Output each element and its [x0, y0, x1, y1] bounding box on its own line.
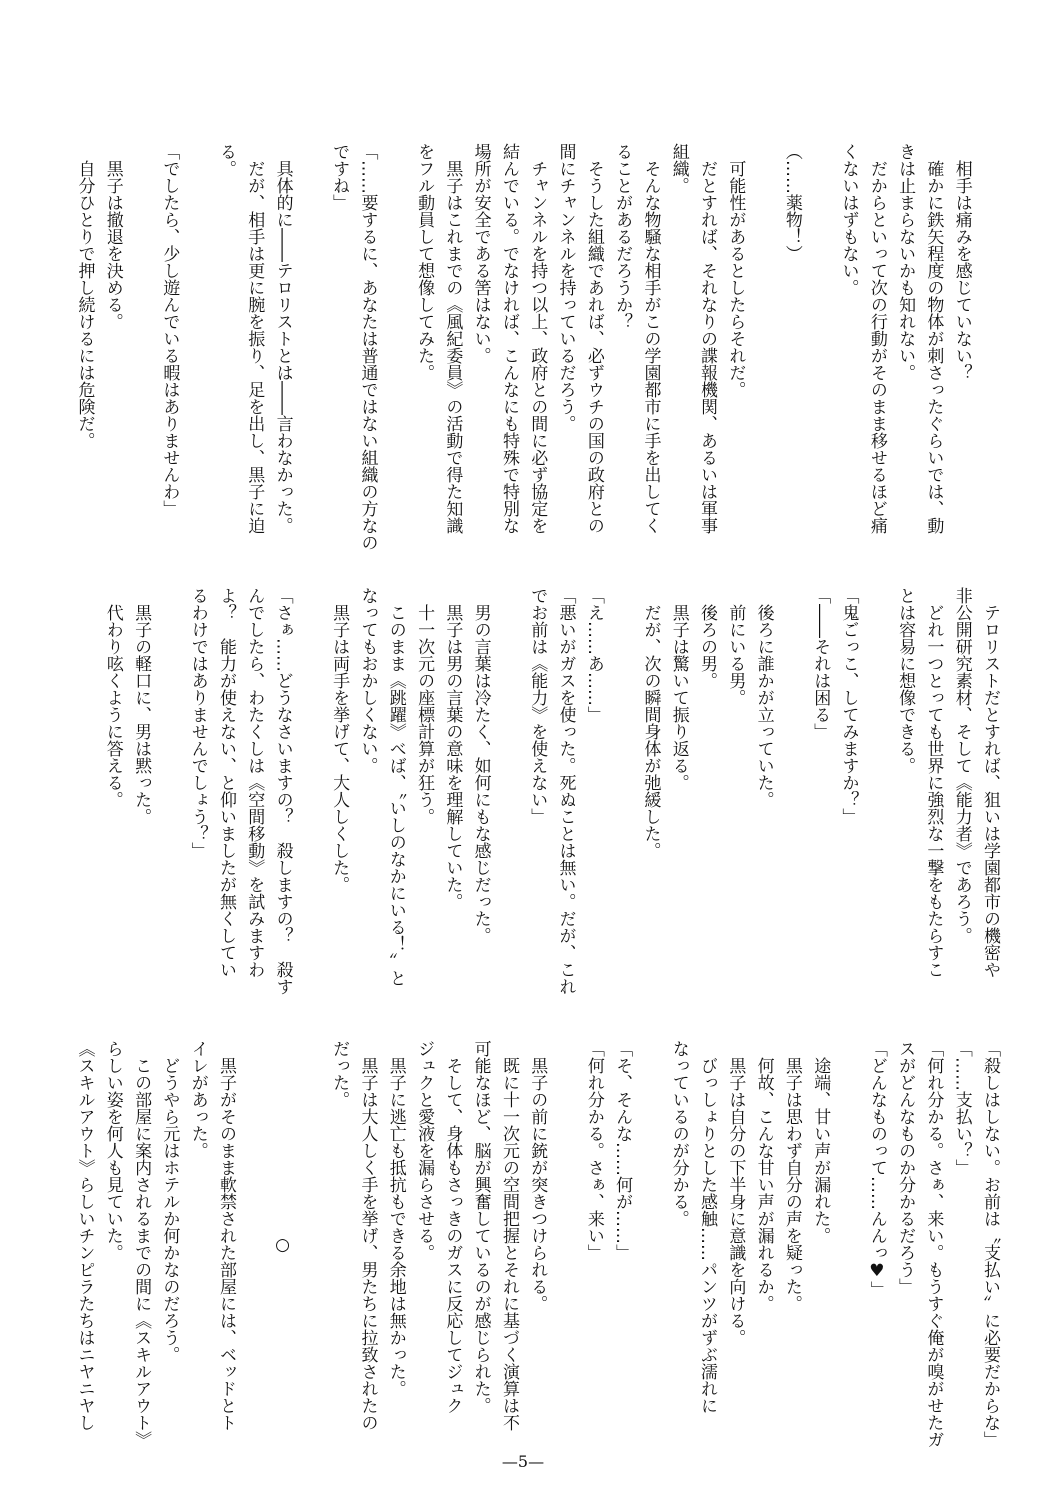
text-column: でお前は《能力》を使えない」	[527, 587, 548, 825]
text-tier-middle	[99, 587, 1005, 997]
text-column: 可能なほど、脳が興奮しているのが感じられた。	[470, 1040, 491, 1414]
text-column: る。	[215, 143, 236, 177]
text-column: 黒子は驚いて振り返る。	[668, 587, 689, 791]
text-column: るわけではありませんでしょう？」	[187, 587, 208, 859]
text-column	[297, 1040, 325, 1450]
text-column: イレがあった。	[187, 1040, 208, 1159]
text-column: 「何れ分かる。さぁ、来い」	[583, 1040, 604, 1261]
text-column: だからといって次の行動がそのまま移せるほど痛	[866, 143, 887, 534]
text-column: 非公開研究素材、そして《能力者》であろう。	[951, 587, 972, 944]
text-column: 「何れ分かる。さぁ、来い。もうすぐ俺が嗅がせたガ	[923, 1040, 944, 1448]
text-tier-bottom	[70, 1040, 1004, 1450]
text-column: らしい姿を何人も見ていた。	[102, 1040, 123, 1261]
text-column: （……薬物！）	[781, 143, 802, 262]
text-column: そうした組織であれば、必ずウチの国の政府との	[583, 143, 604, 534]
text-column: 間にチャンネルを持っているだろう。	[555, 143, 576, 432]
text-column: 黒子は撤退を決める。	[102, 143, 123, 330]
page-number: —5—	[501, 1452, 545, 1471]
text-column: 《スキルアウト》らしいチンピラたちはニヤニヤし	[74, 1040, 95, 1431]
text-column: 黒子に逃亡も抵抗もできる余地は無かった。	[385, 1040, 406, 1397]
text-column: だが、相手は更に腕を振り、足を出し、黒子に迫	[244, 143, 265, 534]
scene-break-mark: ○	[272, 1235, 293, 1255]
text-column: とは容易に想像できる。	[895, 587, 916, 774]
text-column	[495, 587, 523, 997]
text-column: きは止まらないかも知れない。	[895, 143, 916, 381]
text-column: 「どんなものって……んんっ♥」	[866, 1040, 887, 1298]
text-column: びっしょりとした感触……パンツがずぶ濡れに	[697, 1040, 718, 1414]
text-column: 「――それは困る」	[810, 587, 831, 740]
text-column: 相手は痛みを感じていない？	[951, 143, 972, 381]
text-column: 「さぁ……どうなさいますの？ 殺しますの？ 殺す	[272, 587, 293, 995]
text-column	[834, 1040, 862, 1450]
text-column: このまま《跳躍》べば、〝いしのなかにいる！〟と	[385, 587, 406, 987]
text-column: テロリストだとすれば、狙いは学園都市の機密や	[980, 587, 1000, 978]
text-column: 黒子の前に銃が突きつけられる。	[527, 1040, 548, 1312]
text-column: 黒子がそのまま軟禁された部屋には、ベッドとト	[215, 1040, 236, 1431]
text-column: だった。	[329, 1040, 350, 1108]
text-column: チャンネルを持つ以上、政府との間に必ず協定を	[527, 143, 548, 534]
text-column: 「鬼ごっこ、してみますか？」	[838, 587, 859, 825]
text-column: だが、次の瞬間身体が弛緩した。	[640, 587, 661, 859]
text-column: ジュクと愛液を漏らさせる。	[414, 1040, 435, 1261]
text-column: なっているのが分かる。	[668, 1040, 689, 1227]
text-column	[806, 143, 834, 553]
text-column: 黒子は大人しく手を挙げ、男たちに拉致されたの	[357, 1040, 378, 1431]
text-column: 「そ、そんな……何が……」	[612, 1040, 633, 1261]
text-column: よ？ 能力が使えない、と仰いましたが無くしてい	[215, 587, 236, 978]
text-column: 具体的に――テロリストとは――言わなかった。	[272, 143, 293, 534]
text-column	[381, 143, 409, 553]
text-column: 代わり呟くように答える。	[102, 587, 123, 808]
text-column	[127, 143, 155, 553]
text-column	[749, 143, 777, 553]
text-column: 「でしたら、少し遊んでいる暇はありませんわ」	[159, 143, 180, 517]
text-column: 黒子は両手を挙げて、大人しくした。	[329, 587, 350, 893]
text-column	[183, 143, 211, 553]
text-column: どれ一つとっても世界に強烈な一撃をもたらすこ	[923, 587, 944, 978]
text-column: 黒子は男の言葉の意味を理解していた。	[442, 587, 463, 910]
text-column: 黒子は自分の下半身に意識を向ける。	[725, 1040, 746, 1346]
text-column: んでしたら、わたくしは《空間移動》を試みますわ	[244, 587, 265, 978]
text-column	[297, 143, 325, 553]
text-column: 「え……あ……」	[583, 587, 604, 723]
text-column	[636, 1040, 664, 1450]
text-column: 「殺しはしない。お前は〝支払い〟に必要だからな」	[980, 1040, 1000, 1448]
text-column: をフル動員して想像してみた。	[414, 143, 435, 381]
text-column: 黒子は思わず自分の声を疑った。	[781, 1040, 802, 1312]
text-column	[297, 587, 325, 997]
text-column: ですね」	[329, 143, 350, 211]
text-column: 自分ひとりで押し続けるには危険だ。	[74, 143, 95, 449]
text-column: 何故、こんな甘い声が漏れるか。	[753, 1040, 774, 1312]
text-column	[976, 143, 1004, 553]
text-column	[608, 587, 636, 997]
text-column: 組織。	[668, 143, 689, 194]
text-column: 後ろの男。	[697, 587, 718, 689]
text-column: 十一次元の座標計算が狂う。	[414, 587, 435, 825]
text-column: 黒子はこれまでの《風紀委員》の活動で得た知識	[442, 143, 463, 534]
text-column: 確かに鉄矢程度の物体が刺さったぐらいでは、動	[923, 143, 944, 534]
text-column: 途端、甘い声が漏れた。	[810, 1040, 831, 1244]
text-tier-top	[70, 143, 1004, 553]
text-column: 場所が安全である筈はない。	[470, 143, 491, 364]
text-column	[551, 1040, 579, 1450]
text-column: 前にいる男。	[725, 587, 746, 706]
text-column: この部屋に案内されるまでの間に《スキルアウト》	[131, 1040, 152, 1448]
text-column: くないはずもない。	[838, 143, 859, 296]
text-column: 「……支払い？」	[951, 1040, 972, 1176]
text-column	[155, 587, 183, 997]
text-column: 既に十一次元の空間把握とそれに基づく演算は不	[498, 1040, 519, 1431]
text-column: 後ろに誰かが立っていた。	[753, 587, 774, 808]
text-column	[240, 1040, 268, 1450]
text-column: なってもおかしくない。	[357, 587, 378, 774]
text-column: 結んでいる。でなければ、こんなにも特殊で特別な	[498, 143, 519, 534]
text-column: だとすれば、それなりの諜報機関、あるいは軍事	[697, 143, 718, 534]
text-column: 黒子の軽口に、男は黙った。	[131, 587, 152, 825]
text-column: 可能性があるとしたらそれだ。	[725, 143, 746, 398]
text-column	[778, 587, 806, 997]
text-column	[863, 587, 891, 997]
text-column: そんな物騒な相手がこの学園都市に手を出してく	[640, 143, 661, 534]
text-column: 男の言葉は冷たく、如何にもな感じだった。	[470, 587, 491, 944]
text-column: そして、身体もさっきのガスに反応してジュク	[442, 1040, 463, 1414]
text-column: どうやら元はホテルか何かなのだろう。	[159, 1040, 180, 1363]
text-column: 「悪いがガスを使った。死ぬことは無い。だが、これ	[555, 587, 576, 995]
text-column: ることがあるだろうか？	[612, 143, 633, 330]
text-column: 「……要するに、あなたは普通ではない組織の方なの	[357, 143, 378, 551]
text-column: スがどんなものか分かるだろう」	[895, 1040, 916, 1295]
